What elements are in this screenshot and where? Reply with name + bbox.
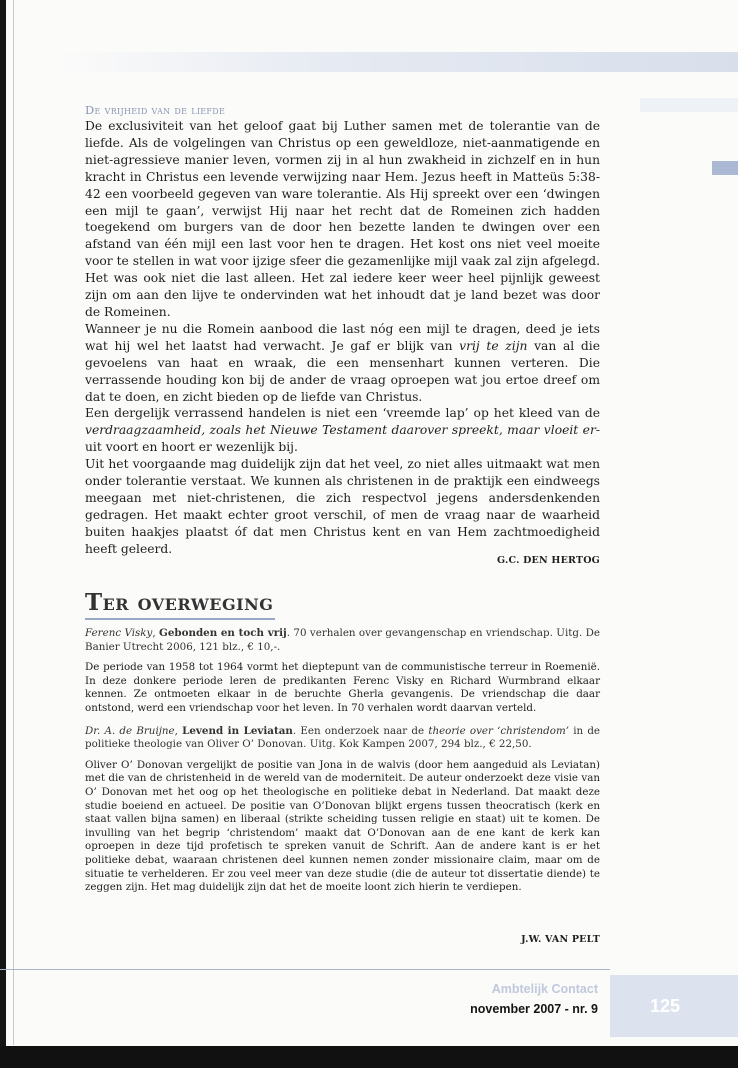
scan-bottom-edge [0, 1046, 738, 1068]
section-heading: De vrijheid van de liefde [85, 103, 226, 117]
page-number: 125 [650, 996, 681, 1016]
text-run: van al die gevoelens van haat en wraak, die een mensenhart kunnen verteren. Die verrassende houding kon bij de ander de vraag oproepen wat jou ertoe dreef om dat te doen, en zicht bieden op de liefde van Christus. [85, 338, 600, 404]
book-reference [85, 627, 600, 654]
text-run: in de politieke theologie van Oliver O’ Donovan. Uitg. Kok Kampen 2007, 294 blz., € 22,50. [85, 724, 601, 751]
text-run: Uit het voorgaande mag duidelijk zijn dat het veel, zo niet alles uitmaakt wat men onder tolerantie verstaat. We kunnen als christenen in de praktijk een eindweegs meegaan met niet-christenen, die zich respectvol jegens andersdenkenden gedragen. Het maakt echter groot verschil, of men de vraag naar de waarheid buiten haakjes plaatst óf dat men Christus kent en van Hem zachtmoedigheid heeft geleerd. [85, 457, 600, 556]
article-paragraph [85, 456, 600, 557]
article-paragraph [85, 321, 600, 406]
article-paragraph [85, 405, 600, 456]
issue-label: november 2007 - nr. 9 [470, 1002, 598, 1016]
footer-rule [0, 969, 610, 970]
book-summary: De periode van 1958 tot 1964 vormt het dieptepunt van de communistische terreur in Roemenië. In deze donkere periode leren de predikanten Ferenc Visky en Richard Wurmbrand elkaar kennen. Ze ontmoeten elkaar in de beruchte Gherla gevangenis. De vriendschap die daar ontstond, werd een vriendschap voor het leven. In 70 verhalen wordt daarvan verteld. [85, 661, 600, 714]
text-run: Ferenc Visky [85, 627, 153, 639]
book-summary: Oliver O’ Donovan vergelijkt de positie van Jona in de walvis (door hem aangeduid als Leviatan) met die van de christenheid in de wereld van de moderniteit. De auteur onderzoekt deze visie van O’ Donovan met het oog op het theologische en politieke debat in Nederland. Dat maakt deze studie boeiend en actueel. De positie van O’Donovan blijkt ergens tussen theocratisch (kerk en staat vallen bijna samen) en liberaal (strikte scheiding tussen religie en staat) uit te komen. De invulling van het begrip ‘christendom’ maakt dat O’Donovan aan de ene kant de kerk kan oproepen in deze tijd profetisch te spreken vanuit de Schrift. Aan de andere kant is er het politieke debat, waaraan christenen deel kunnen nemen zonder missionaire claim, maar om de situatie te verhelderen. Er zou veel meer van deze studie (die de auteur tot dissertatie diende) te zeggen zijn. Het mag duidelijk zijn dat het de moeite loont zich hierin te verdiepen. [85, 758, 600, 894]
scan-edge-bar [0, 0, 6, 1068]
side-thumb-marker [712, 161, 738, 175]
ter-overweging-title: Ter overweging [85, 589, 274, 616]
text-run: theorie over ‘christendom’ [428, 724, 569, 737]
text-run: De exclusiviteit van het geloof gaat bij Luther samen met de tolerantie van de liefde. Als de volgelingen van Christus op een geweldloze, niet-aanmatigende en niet-agressieve manier leven, vormen zij in al hun zwakheid in zichzelf en in hun kracht in Christus een levende verwijzing naar Hem. Jezus heeft in Matteüs 5:38-42 een voorbeeld gegeven van ware tolerantie. Als Hij spreekt over een ‘dwingen een mijl te gaan’, verwijst Hij naar het recht dat de Romeinen zich hadden toegekend om burgers van de door hen bezette landen te dwingen over een afstand van één mijl een last voor hen te dragen. Het kost ons niet veel moeite voor te stellen in wat voor ijzige sfeer die gezamenlijke mijl vaak zal zijn afgelegd. Het was ook niet die last alleen. Het zal iedere keer weer heel pijnlijk geweest zijn om aan den lijve te ondervinden wat het inhoudt dat je land bezet was door de Romeinen. [85, 119, 600, 319]
text-run: . Een onderzoek naar de [292, 724, 429, 737]
book-reviews [85, 627, 600, 904]
top-decor-tab [640, 98, 738, 112]
top-decor-band [60, 52, 738, 72]
title-underline [85, 618, 275, 620]
text-run: . 70 verhalen over gevangenschap en vriendschap. Uitg. De Banier Utrecht 2006, 121 blz., € 10,-. [85, 627, 600, 653]
text-run: Dr. A. de Bruijne [85, 724, 175, 737]
scan-edge-line [13, 0, 14, 1045]
text-run: Een dergelijk verrassend handelen is niet een ‘vreemde lap’ op het kleed van de [85, 406, 600, 421]
text-run: uit voort en hoort er wezenlijk bij. [85, 440, 298, 455]
book-reference [85, 725, 600, 752]
text-run: , [174, 724, 183, 737]
article-body [85, 118, 600, 558]
author-signature: G.C. DEN HERTOG [497, 555, 600, 566]
article-paragraph [85, 118, 600, 321]
text-run: vrij te zijn [459, 338, 528, 353]
reviewer-signature: J.W. VAN PELT [521, 934, 600, 945]
text-run: Wanneer je nu die Romein aanbood die last nóg een mijl te dragen, deed je iets wat hij wel het laatst had verwacht. Je gaf er blijk van [85, 321, 600, 353]
journal-name: Ambtelijk Contact [491, 982, 598, 996]
text-run: Levend in Leviatan [182, 724, 293, 737]
text-run: Gebonden en toch vrij [159, 627, 287, 639]
text-run: verdraagzaamheid, zoals het Nieuwe Testament daarover spreekt, maar vloeit er- [85, 423, 600, 438]
text-run: , [152, 627, 160, 639]
